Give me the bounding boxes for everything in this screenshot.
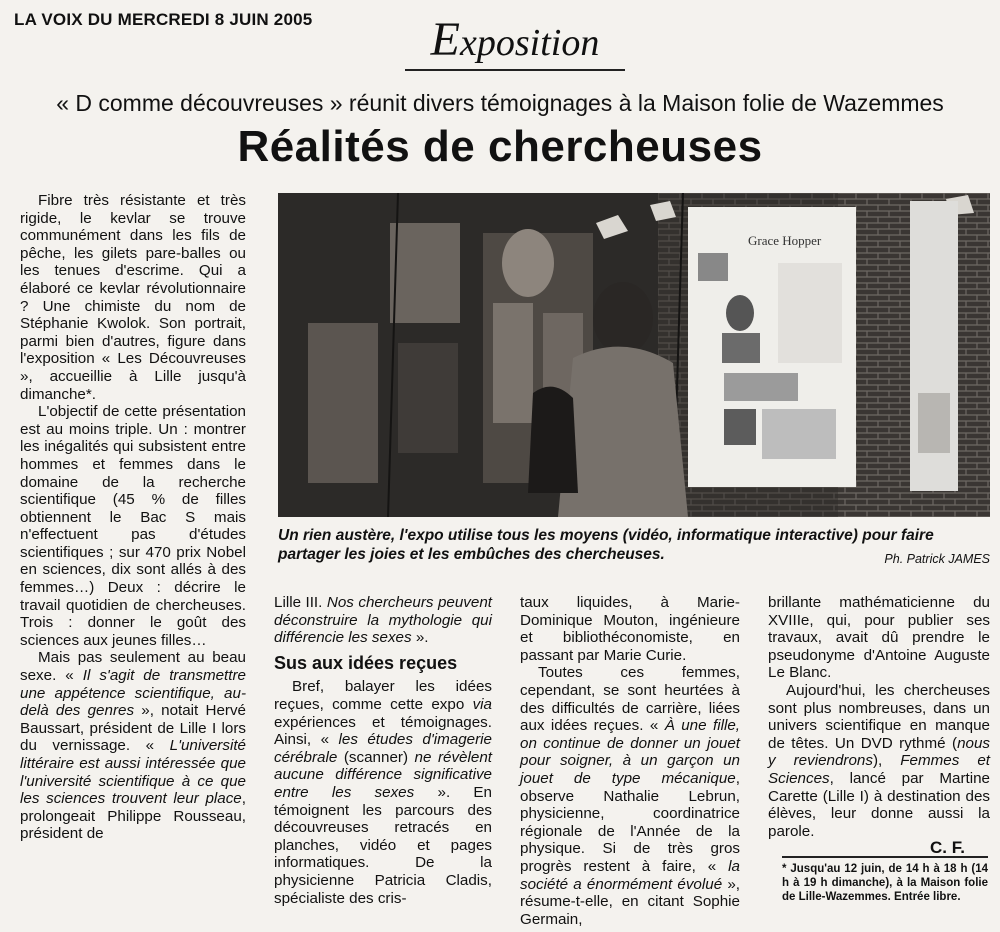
rubric-rest: xposition [460, 22, 600, 64]
paragraph [520, 664, 740, 928]
subheading: Sus aux idées reçues [274, 652, 458, 673]
text: Toutes ces femmes, cependant, se sont heurtées à des difficultés de carrière, liées aux idées reçues. « [520, 664, 740, 735]
quote: Nos chercheurs peuvent déconstruire la mythologie qui différencie les sexes [274, 594, 492, 647]
text: ), [872, 752, 901, 770]
paragraph: Fibre très résistante et très rigide, le kevlar se trouve communément dans les fils de pêche, les gilets pare-balles ou les tenues d'escrime. Qui a élaboré ce kevlar révolutionnaire ? Une chimiste du nom de Stéphanie Kwolok. Son portrait, parmi bien d'autres, figure dans l'exposition « Les Découvreuses », accueillie à Lille jusqu'à dimanche*. [20, 192, 246, 403]
author-signature: C. F. [930, 838, 965, 857]
exhibition-photo [278, 193, 990, 517]
text-italic: via [472, 695, 492, 713]
text: ». [411, 629, 429, 647]
article-column-2 [274, 594, 492, 907]
quote: L'université littéraire est aussi intéressée que l'université scientifique à ce que les sciences trouvent leur place [20, 737, 246, 808]
headline: Réalités de chercheuses [237, 122, 763, 171]
text: », résume-t-elle, en citant Sophie Germain, [520, 875, 740, 928]
paragraph [274, 678, 492, 907]
dateline: LA VOIX DU MERCREDI 8 JUIN 2005 [14, 10, 313, 29]
article-column-4 [768, 594, 990, 840]
rubric-initial: E [430, 13, 460, 66]
text: Aujourd'hui, les chercheuses sont plus nombreuses, dans un univers scientifique en manque de têtes. Un DVD rythmé ( [768, 681, 990, 752]
paragraph: L'objectif de cette présentation est au moins triple. Un : montrer les inégalités qui subsistent entre hommes et femmes dans le domaine de la recherche scientifique (45 % de filles obtiennent le Bac S mais n'effectuent pas d'études scientifiques ; sur 470 prix Nobel en sciences, dix sont allés à des femmes…) Deux : décrire le travail quotidien de chercheuses. Trois : donner le goût des sciences aux jeunes filles… [20, 403, 246, 649]
quote: Il s'agit de transmettre une appétence scientifique, au-delà des genres [20, 667, 247, 720]
text: , observe Nathalie Lebrun, physicienne, coordinatrice régionale de l'Année de la physique. Si de très gros progrès restent à faire, « [520, 769, 740, 875]
quote: les études d'imagerie cérébrale [274, 731, 493, 766]
quote: À une fille, on continue de donner un jouet pour soigner, à un garçon un jouet de type mécanique [520, 717, 740, 787]
text: , lancé par Martine Carette (Lille I) à destination des élèves, leur donne aussi la parole. [768, 769, 990, 840]
photo-credit: Ph. Patrick JAMES [884, 552, 990, 566]
text: (scanner) [337, 748, 415, 766]
quote: Femmes et Sciences [768, 752, 991, 787]
paragraph: brillante mathématicienne du XVIIIe, qui, pour publier ses travaux, avait dû prendre le pseudonyme d'Antoine Auguste Le Blanc. [768, 594, 990, 682]
photo-caption: Un rien austère, l'expo utilise tous les moyens (vidéo, informatique interactive) pour faire partager les joies et les embûches des chercheuses. [278, 527, 934, 563]
article-column-3 [520, 594, 740, 928]
text: », notait Hervé Baussart, président de Lille I lors du vernissage. « [20, 702, 246, 755]
article-column-1 [20, 192, 246, 843]
panel-title: Grace Hopper [748, 233, 822, 248]
paragraph [20, 649, 246, 843]
text: Lille III. [274, 594, 327, 611]
paragraph [274, 594, 492, 647]
text: Bref, balayer les idées reçues, comme cette expo [274, 678, 492, 713]
photo-illustration [278, 193, 990, 517]
text: Mais pas seulement au beau sexe. « [20, 649, 246, 685]
text: ». En témoignent les parcours des découvreuses retracés en planches, vidéo et pages informatiques. De la physicienne Patricia Cladis, spécialiste des cris- [274, 783, 492, 907]
footnote: * Jusqu'au 12 juin, de 14 h à 18 h (14 h à 19 h dimanche), à la Maison folie de Lille-Wazemmes. Entrée libre. [782, 856, 988, 904]
quote: nous y reviendrons [768, 734, 990, 770]
text: expériences et témoignages. Ainsi, « [274, 713, 492, 749]
text: , prolongeait Philippe Rousseau, président de [20, 790, 246, 843]
paragraph [768, 682, 990, 840]
paragraph: taux liquides, à Marie-Dominique Mouton, ingénieure et bibliothéconomiste, en passant par Marie Curie. [520, 594, 740, 664]
quote: ne révèlent aucune différence significative entre les sexes [274, 748, 492, 801]
quote: la société a énormément évolué [520, 857, 740, 893]
kicker: « D comme découvreuses » réunit divers témoignages à la Maison folie de Wazemmes [56, 90, 944, 116]
section-rubric [405, 12, 625, 71]
